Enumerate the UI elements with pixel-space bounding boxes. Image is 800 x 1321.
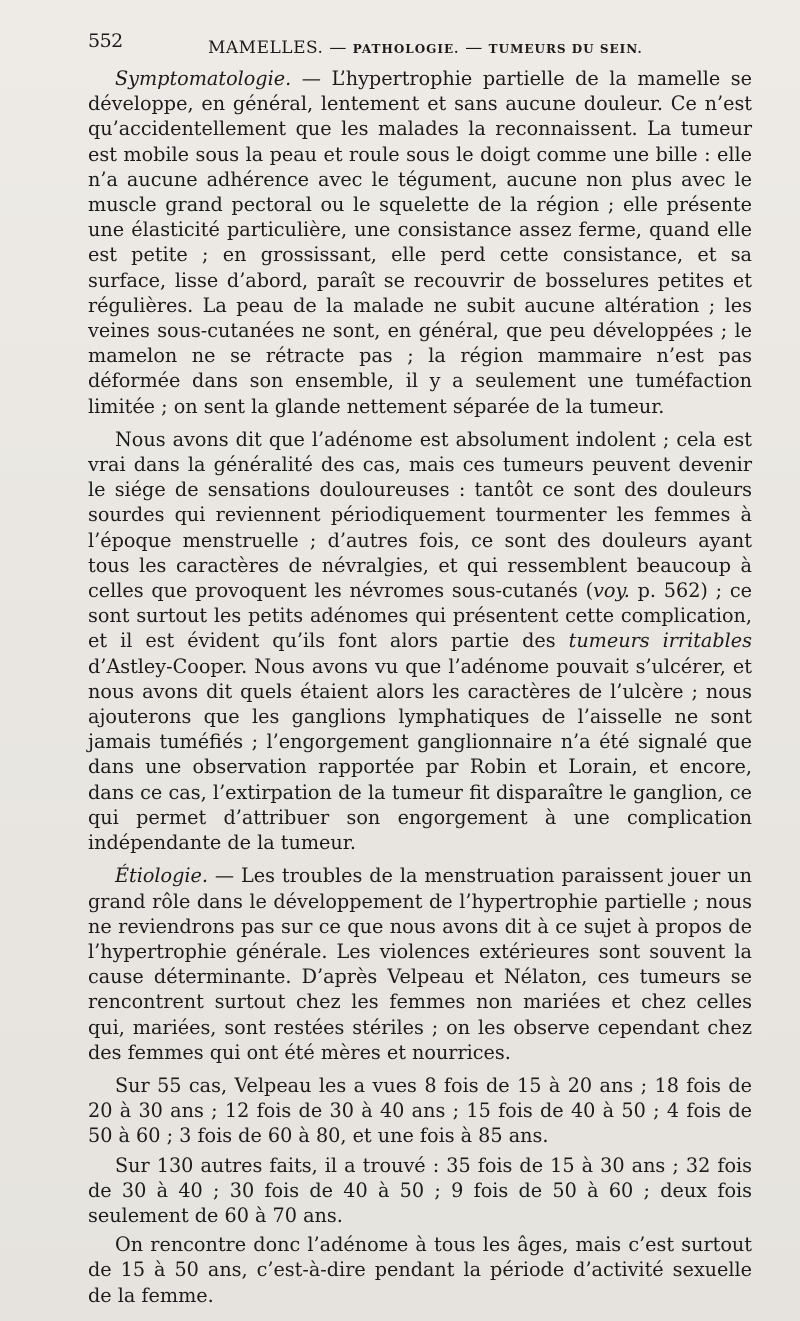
paragraph-text: d’Astley-Cooper. Nous avons vu que l’adénome pouvait s’ulcérer, et nous avons dit quels étaient alors les caractères de l’ulcère ; nous ajouterons que les ganglions lymphatiques de l’aisselle ne sont jamais tuméfiés ; l’engorgement ganglionnaire n’a été signalé que dans une observation rapportée par Robin et Lorain, et encore, dans ce cas, l’extirpation de la tumeur fit disparaître le ganglion, ce qui permet d’attribuer son engorgement à une complication indépendante de la tumeur. bbox=[88, 654, 752, 855]
running-head-dash: — bbox=[323, 38, 353, 58]
paragraph-symptomatologie bbox=[88, 66, 752, 419]
running-head-section: PATHOLOGIE. bbox=[352, 42, 460, 56]
paragraph-stats-autres: Sur 130 autres faits, il a trouvé : 35 fois de 15 à 30 ans ; 32 fois de 30 à 40 ; 30 fois de 40 à 50 ; 9 fois de 50 à 60 ; deux fois seulement de 60 à 70 ans. bbox=[88, 1153, 752, 1227]
running-head-subsection: TUMEURS DU SEIN. bbox=[488, 42, 643, 56]
running-head bbox=[208, 38, 643, 58]
section-heading-etiologie: Étiologie. bbox=[115, 864, 208, 888]
page-number: 552 bbox=[88, 30, 123, 52]
body-text bbox=[88, 66, 752, 1316]
section-heading-symptomatologie: Symptomatologie. bbox=[115, 67, 292, 90]
paragraph-etiologie bbox=[88, 863, 752, 1065]
running-head-dash: — bbox=[459, 38, 489, 58]
paragraph-text: — L’hypertrophie partielle de la mamelle se développe, en général, lentement et sans aucune douleur. Ce n’est qu’accidentellement que les malades la reconnaissent. La tumeur est mobile sous la peau et roule sous le doigt comme une bille : elle n’a aucune adhérence avec le tégument, aucune non plus avec le muscle grand pectoral ou le squelette de la région ; elle présente une élasticité particulière, une consistance assez ferme, quand elle est petite ; en grossissant, elle perd cette consistance, et sa surface, lisse d’abord, paraît se recouvrir de bosselures petites et régulières. La peau de la malade ne subit aucune altération ; les veines sous-cutanées ne sont, en général, que peu développées ; le mamelon ne se rétracte pas ; la région mammaire n’est pas déformée dans son ensemble, il y a seulement une tuméfaction limitée ; on sent la glande nettement séparée de la tumeur. bbox=[88, 67, 752, 418]
page-header bbox=[88, 30, 752, 60]
cross-reference: voy. bbox=[593, 579, 630, 603]
running-head-title: MAMELLES. bbox=[208, 38, 324, 58]
paragraph-stats-velpeau: Sur 55 cas, Velpeau les a vues 8 fois de 15 à 20 ans ; 18 fois de 20 à 30 ans ; 12 fois de 30 à 40 ans ; 15 fois de 40 à 50 ; 4 fois de 50 à 60 ; 3 fois de 60 à 80, et une fois à 85 ans. bbox=[88, 1073, 752, 1148]
emphasis-term: tumeurs irritables bbox=[568, 629, 752, 653]
paragraph-text: p. 562) ; ce sont surtout les petits adénomes qui présentent cette complication, et il est évident qu’ils font alors partie des bbox=[88, 579, 753, 653]
paragraph-text: — Les troubles de la menstruation paraissent jouer un grand rôle dans le développement de l’hypertrophie partielle ; nous ne reviendrons pas sur ce que nous avons dit à ce sujet à propos de l’hypertrophie générale. Les violences extérieures sont souvent la cause déterminante. D’après Velpeau et Nélaton, ces tumeurs se rencontrent surtout chez les femmes non mariées et chez celles qui, mariées, sont restées stériles ; on les observe cependant chez des femmes qui ont été mères et nourrices. bbox=[88, 864, 752, 1064]
paragraph-text: Nous avons dit que l’adénome est absolument indolent ; cela est vrai dans la généralité des cas, mais ces tumeurs peuvent devenir le siége de sensations douloureuses : tantôt ce sont des douleurs sourdes qui reviennent périodiquement tourmenter les femmes à l’époque menstruelle ; d’autres fois, ce sont des douleurs ayant tous les caractères de névralgies, et qui ressemblent beaucoup à celles que provoquent les névromes sous-cutanés ( bbox=[88, 427, 752, 603]
paragraph-adenome-douleur bbox=[88, 427, 752, 855]
paragraph-conclusion: On rencontre donc l’adénome à tous les âges, mais c’est surtout de 15 à 50 ans, c’est-à-dire pendant la période d’activité sexuelle de la femme. bbox=[88, 1233, 752, 1307]
